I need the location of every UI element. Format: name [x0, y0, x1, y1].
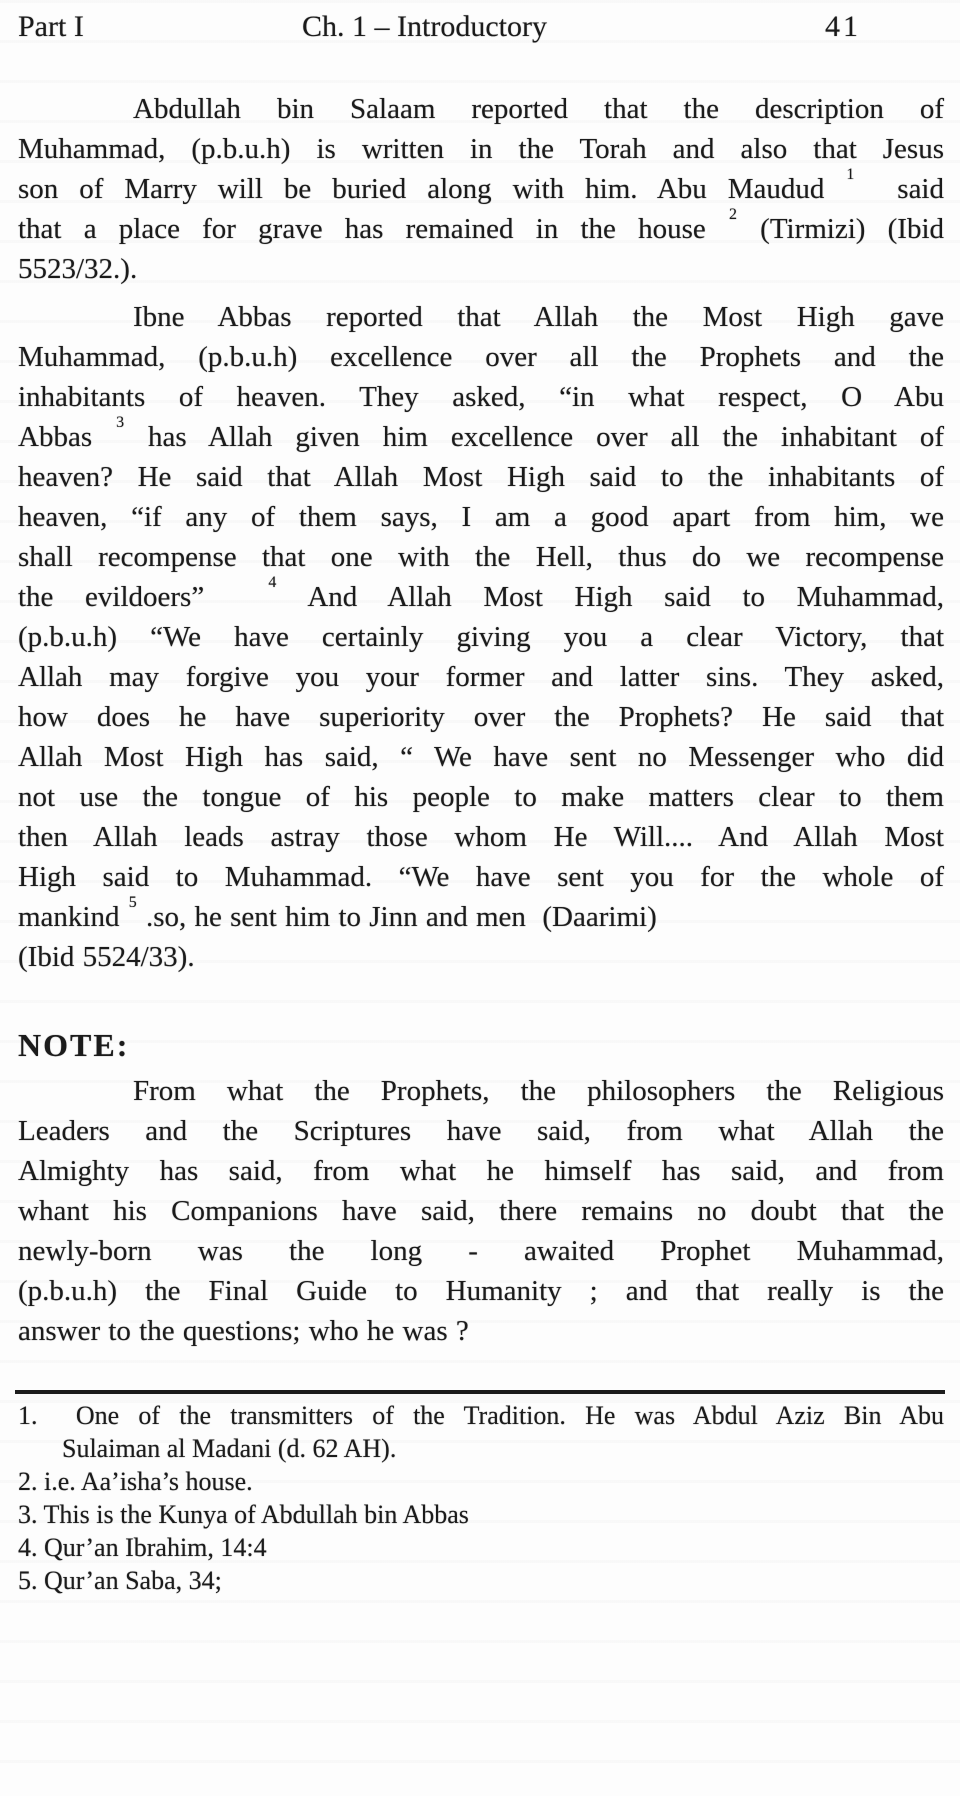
- footnote-reference: 2: [728, 206, 737, 224]
- footnote-reference: 5: [128, 894, 137, 912]
- text-line: Allah may forgive you your former and latter sins. They asked,: [18, 661, 944, 693]
- text-line: heaven? He said that Allah Most High said to the inhabitants of: [18, 461, 944, 493]
- note-paragraph: [18, 1071, 944, 1351]
- text-line: Abdullah bin Salaam reported that the description of: [133, 93, 944, 125]
- text-line: heaven, “if any of them says, I am a good apart from him, we: [18, 501, 944, 533]
- text-line: shall recompense that one with the Hell, thus do we recompense: [18, 541, 944, 573]
- text-line: the evildoers” $^4$ And Allah Most High said to Muhammad,: [18, 574, 944, 613]
- text-line: 1. One of the transmitters of the Tradition. He was Abdul Aziz Bin Abu: [18, 1401, 944, 1430]
- footnotes-section: [18, 1399, 944, 1597]
- page-header: [18, 7, 944, 47]
- text-line: 5523/32.).: [18, 253, 138, 285]
- text-line: Almighty has said, from what he himself has said, and from: [18, 1155, 944, 1187]
- header-part-label: Part I: [18, 10, 84, 43]
- text-line: 4. Qur’an Ibrahim, 14:4: [18, 1533, 267, 1562]
- body-paragraph-2: [18, 297, 944, 977]
- text-line: Allah Most High has said, “ We have sent no Messenger who did: [18, 741, 944, 773]
- text-line: 5. Qur’an Saba, 34;: [18, 1566, 222, 1595]
- footnote-reference: 1: [846, 166, 855, 184]
- footnote-reference: 4: [268, 574, 277, 592]
- text-line: answer to the questions; who he was ?: [18, 1315, 469, 1347]
- text-line: not use the tongue of his people to make matters clear to them: [18, 781, 944, 813]
- text-line: Leaders and the Scriptures have said, from what Allah the: [18, 1115, 944, 1147]
- text-line: inhabitants of heaven. They asked, “in what respect, O Abu: [18, 381, 944, 413]
- note-heading: NOTE:: [18, 1027, 130, 1063]
- text-line: how does he have superiority over the Prophets? He said that: [18, 701, 944, 733]
- text-line: High said to Muhammad. “We have sent you for the whole of: [18, 861, 944, 893]
- text-line: (p.b.u.h) “We have certainly giving you a clear Victory, that: [18, 621, 944, 653]
- text-line: Ibne Abbas reported that Allah the Most High gave: [133, 301, 944, 333]
- text-line: whant his Companions have said, there remains no doubt that the: [18, 1195, 944, 1227]
- text-line: newly-born was the long - awaited Prophet Muhammad,: [18, 1235, 944, 1267]
- text-line: 2. i.e. Aa’isha’s house.: [18, 1467, 253, 1496]
- body-paragraph-1: [18, 89, 944, 289]
- text-line: mankind $^5$ .so, he sent him to Jinn and men (Daarimi): [18, 894, 657, 933]
- text-line: From what the Prophets, the philosophers the Religious: [133, 1075, 944, 1107]
- text-line: (Ibid 5524/33).: [18, 941, 195, 973]
- text-line: Abbas $^3$ has Allah given him excellence over all the inhabitant of: [18, 414, 944, 453]
- footnote-reference: 3: [116, 414, 125, 432]
- text-line: then Allah leads astray those whom He Will.... And Allah Most: [18, 821, 944, 853]
- footnote-divider: [15, 1390, 945, 1394]
- text-line: (p.b.u.h) the Final Guide to Humanity ; and that really is the: [18, 1275, 944, 1307]
- text-line: 3. This is the Kunya of Abdullah bin Abbas: [18, 1500, 469, 1529]
- text-line: Sulaiman al Madani (d. 62 AH).: [62, 1434, 397, 1463]
- header-page-number: 41: [825, 10, 861, 43]
- header-chapter-title: Ch. 1 – Introductory: [302, 10, 547, 43]
- text-line: Muhammad, (p.b.u.h) is written in the Torah and also that Jesus: [18, 133, 944, 165]
- text-line: son of Marry will be buried along with him. Abu Maudud $^1$ said: [18, 166, 944, 205]
- text-line: Muhammad, (p.b.u.h) excellence over all the Prophets and the: [18, 341, 944, 373]
- text-line: that a place for grave has remained in the house $^2$ (Tirmizi) (Ibid: [18, 206, 945, 245]
